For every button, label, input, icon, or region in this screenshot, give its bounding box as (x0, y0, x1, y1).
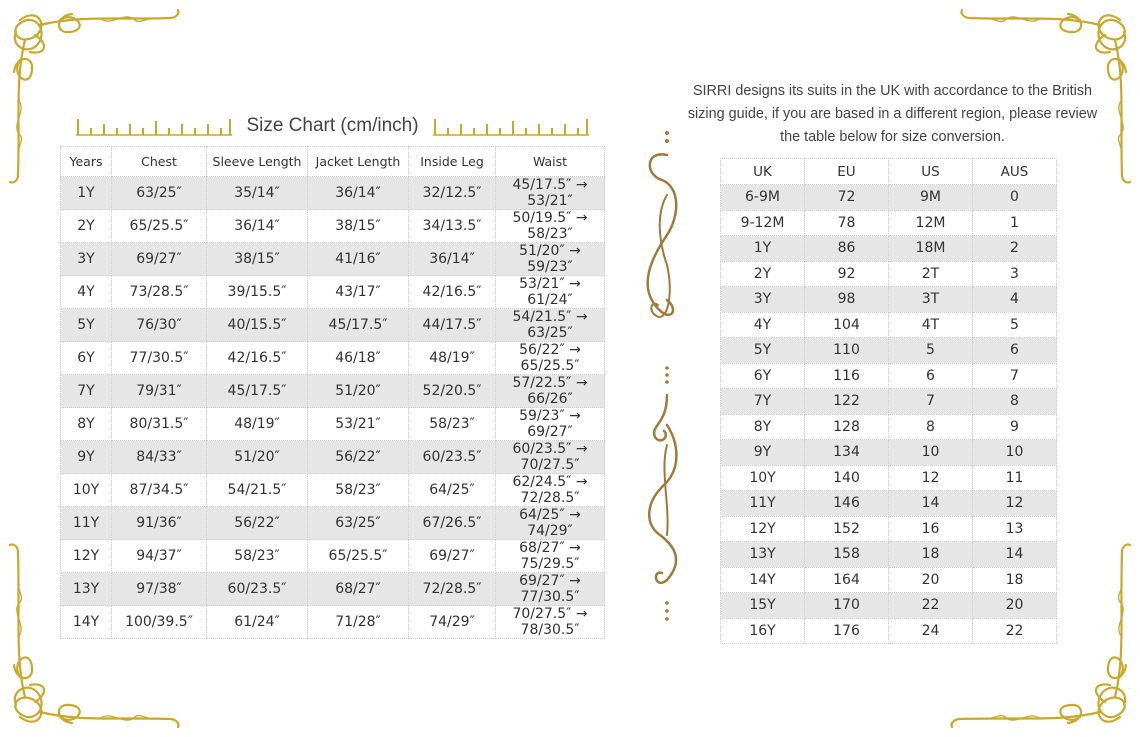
table-cell: 67/26.5″ (409, 507, 496, 540)
table-cell: 134 (805, 440, 889, 466)
table-cell: 3T (889, 287, 973, 313)
table-cell: 57/22.5″ → 66/26″ (496, 375, 605, 408)
table-cell: 10Y (721, 465, 805, 491)
header-cell: Sleeve Length (207, 147, 308, 177)
table-cell: 10Y (61, 474, 112, 507)
table-cell: 2 (973, 236, 1057, 262)
table-cell: 87/34.5″ (112, 474, 207, 507)
table-cell: 46/18″ (308, 342, 409, 375)
table-cell: 3Y (61, 243, 112, 276)
table-cell: 45/17.5″ → 53/21″ (496, 177, 605, 210)
table-row (721, 236, 1057, 262)
table-cell: 11Y (721, 491, 805, 517)
table-cell: 68/27″ → 75/29.5″ (496, 540, 605, 573)
table-cell: 69/27″ (112, 243, 207, 276)
table-cell: 11 (973, 465, 1057, 491)
table-row (721, 287, 1057, 313)
table-cell: 14 (973, 542, 1057, 568)
table-cell: 9Y (721, 440, 805, 466)
table-cell: 15Y (721, 593, 805, 619)
table-cell: 77/30.5″ (112, 342, 207, 375)
table-cell: 9-12M (721, 210, 805, 236)
table-cell: 140 (805, 465, 889, 491)
table-cell: 58/23″ (308, 474, 409, 507)
table-cell: 59/23″ → 69/27″ (496, 408, 605, 441)
table-row (721, 465, 1057, 491)
table-row (61, 309, 605, 342)
table-cell: 53/21″ (308, 408, 409, 441)
table-cell: 2Y (61, 210, 112, 243)
table-cell: 146 (805, 491, 889, 517)
table-cell: 110 (805, 338, 889, 364)
table-cell: 52/20.5″ (409, 375, 496, 408)
table-cell: 6 (889, 363, 973, 389)
table-cell: 0 (973, 185, 1057, 211)
table-row (721, 516, 1057, 542)
table-cell: 62/24.5″ → 72/28.5″ (496, 474, 605, 507)
header-cell: Years (61, 147, 112, 177)
table-cell: 1Y (721, 236, 805, 262)
table-cell: 3 (973, 261, 1057, 287)
table-row (721, 389, 1057, 415)
table-cell: 4T (889, 312, 973, 338)
table-cell: 48/19″ (207, 408, 308, 441)
table-row (61, 210, 605, 243)
table-cell: 56/22″ (207, 507, 308, 540)
table-cell: 65/25.5″ (112, 210, 207, 243)
intro-paragraph: SIRRI designs its suits in the UK with accordance to the British sizing guide, if you are based in a different region, please review the table below for size conversion. (687, 83, 1098, 145)
table-cell: 7 (973, 363, 1057, 389)
table-cell: 60/23.5″ → 70/27.5″ (496, 441, 605, 474)
table-cell: 36/14″ (409, 243, 496, 276)
table-cell: 32/12.5″ (409, 177, 496, 210)
table-cell: 13Y (61, 573, 112, 606)
table-cell: 9 (973, 414, 1057, 440)
header-cell: Chest (112, 147, 207, 177)
table-cell: 51/20″ (308, 375, 409, 408)
table-row (61, 540, 605, 573)
table-cell: 35/14″ (207, 177, 308, 210)
table-cell: 4Y (61, 276, 112, 309)
table-cell: 94/37″ (112, 540, 207, 573)
table-cell: 12 (889, 465, 973, 491)
table-row (61, 408, 605, 441)
table-cell: 14Y (721, 567, 805, 593)
table-cell: 78 (805, 210, 889, 236)
table-cell: 9Y (61, 441, 112, 474)
table-row (61, 573, 605, 606)
table-cell: 91/36″ (112, 507, 207, 540)
table-cell: 56/22″ (308, 441, 409, 474)
table-cell: 61/24″ (207, 606, 308, 639)
table-cell: 70/27.5″ → 78/30.5″ (496, 606, 605, 639)
table-cell: 69/27″ → 77/30.5″ (496, 573, 605, 606)
table-cell: 116 (805, 363, 889, 389)
table-cell: 158 (805, 542, 889, 568)
size-conversion-table (720, 158, 1057, 644)
header-cell: Jacket Length (308, 147, 409, 177)
table-cell: 104 (805, 312, 889, 338)
table-cell: 128 (805, 414, 889, 440)
header-cell: UK (721, 159, 805, 185)
size-chart-header-row (61, 147, 605, 177)
table-cell: 14Y (61, 606, 112, 639)
table-cell: 64/25″ → 74/29″ (496, 507, 605, 540)
table-cell: 16 (889, 516, 973, 542)
table-cell: 6 (973, 338, 1057, 364)
table-cell: 58/23″ (409, 408, 496, 441)
table-row (721, 567, 1057, 593)
header-cell: AUS (973, 159, 1057, 185)
center-divider-ornament (640, 125, 680, 625)
table-row (721, 618, 1057, 644)
table-row (61, 441, 605, 474)
table-cell: 84/33″ (112, 441, 207, 474)
table-row (721, 363, 1057, 389)
table-cell: 63/25″ (308, 507, 409, 540)
table-cell: 7Y (61, 375, 112, 408)
table-cell: 41/16″ (308, 243, 409, 276)
table-cell: 164 (805, 567, 889, 593)
table-cell: 98 (805, 287, 889, 313)
table-row (61, 474, 605, 507)
table-cell: 72/28.5″ (409, 573, 496, 606)
table-cell: 53/21″ → 61/24″ (496, 276, 605, 309)
table-cell: 45/17.5″ (207, 375, 308, 408)
conversion-header-row (721, 159, 1057, 185)
table-cell: 45/17.5″ (308, 309, 409, 342)
table-row (721, 542, 1057, 568)
table-cell: 14 (889, 491, 973, 517)
table-cell: 44/17.5″ (409, 309, 496, 342)
table-cell: 11Y (61, 507, 112, 540)
table-cell: 60/23.5″ (409, 441, 496, 474)
table-cell: 74/29″ (409, 606, 496, 639)
table-cell: 38/15″ (308, 210, 409, 243)
table-cell: 7 (889, 389, 973, 415)
table-cell: 8 (889, 414, 973, 440)
table-row (721, 593, 1057, 619)
table-cell: 13Y (721, 542, 805, 568)
table-row (61, 276, 605, 309)
table-cell: 36/14″ (207, 210, 308, 243)
table-cell: 8Y (61, 408, 112, 441)
table-cell: 51/20″ (207, 441, 308, 474)
table-cell: 12Y (721, 516, 805, 542)
table-cell: 39/15.5″ (207, 276, 308, 309)
table-cell: 22 (889, 593, 973, 619)
table-row (721, 210, 1057, 236)
table-row (61, 243, 605, 276)
table-cell: 9M (889, 185, 973, 211)
table-cell: 97/38″ (112, 573, 207, 606)
table-cell: 5 (973, 312, 1057, 338)
table-cell: 71/28″ (308, 606, 409, 639)
table-cell: 18 (973, 567, 1057, 593)
table-cell: 100/39.5″ (112, 606, 207, 639)
table-cell: 20 (889, 567, 973, 593)
table-row (721, 338, 1057, 364)
table-cell: 2T (889, 261, 973, 287)
table-cell: 13 (973, 516, 1057, 542)
table-cell: 72 (805, 185, 889, 211)
table-cell: 4 (973, 287, 1057, 313)
table-row (61, 177, 605, 210)
table-cell: 10 (889, 440, 973, 466)
table-cell: 54/21.5″ (207, 474, 308, 507)
table-cell: 58/23″ (207, 540, 308, 573)
table-cell: 51/20″ → 59/23″ (496, 243, 605, 276)
table-cell: 65/25.5″ (308, 540, 409, 573)
table-cell: 50/19.5″ → 58/23″ (496, 210, 605, 243)
table-cell: 1Y (61, 177, 112, 210)
table-cell: 18M (889, 236, 973, 262)
table-cell: 73/28.5″ (112, 276, 207, 309)
page-title: Size Chart (cm/inch) (246, 115, 419, 136)
table-cell: 63/25″ (112, 177, 207, 210)
table-row (61, 606, 605, 639)
table-cell: 8 (973, 389, 1057, 415)
header-cell: US (889, 159, 973, 185)
table-cell: 42/16.5″ (207, 342, 308, 375)
table-cell: 1 (973, 210, 1057, 236)
header-cell: EU (805, 159, 889, 185)
table-cell: 18 (889, 542, 973, 568)
table-cell: 2Y (721, 261, 805, 287)
table-cell: 22 (973, 618, 1057, 644)
table-cell: 76/30″ (112, 309, 207, 342)
table-cell: 60/23.5″ (207, 573, 308, 606)
table-cell: 6Y (721, 363, 805, 389)
table-cell: 16Y (721, 618, 805, 644)
table-cell: 40/15.5″ (207, 309, 308, 342)
table-cell: 12 (973, 491, 1057, 517)
table-cell: 36/14″ (308, 177, 409, 210)
table-cell: 6Y (61, 342, 112, 375)
table-row (721, 185, 1057, 211)
table-cell: 79/31″ (112, 375, 207, 408)
table-cell: 4Y (721, 312, 805, 338)
table-cell: 48/19″ (409, 342, 496, 375)
table-cell: 3Y (721, 287, 805, 313)
table-cell: 5 (889, 338, 973, 364)
size-chart-table (60, 146, 605, 639)
header-cell: Inside Leg (409, 147, 496, 177)
ruler-ornament-left (74, 116, 234, 136)
table-row (721, 312, 1057, 338)
table-cell: 12Y (61, 540, 112, 573)
table-cell: 10 (973, 440, 1057, 466)
table-cell: 24 (889, 618, 973, 644)
table-cell: 69/27″ (409, 540, 496, 573)
size-chart-title-row (60, 108, 605, 144)
table-cell: 43/17″ (308, 276, 409, 309)
table-cell: 152 (805, 516, 889, 542)
table-row (721, 440, 1057, 466)
table-cell: 56/22″ → 65/25.5″ (496, 342, 605, 375)
table-cell: 92 (805, 261, 889, 287)
table-cell: 54/21.5″ → 63/25″ (496, 309, 605, 342)
ruler-ornament-right (431, 116, 591, 136)
table-row (721, 491, 1057, 517)
table-row (721, 261, 1057, 287)
table-cell: 6-9M (721, 185, 805, 211)
table-row (721, 414, 1057, 440)
table-cell: 38/15″ (207, 243, 308, 276)
table-cell: 176 (805, 618, 889, 644)
table-cell: 64/25″ (409, 474, 496, 507)
table-cell: 20 (973, 593, 1057, 619)
table-cell: 5Y (721, 338, 805, 364)
table-row (61, 507, 605, 540)
table-cell: 86 (805, 236, 889, 262)
table-cell: 122 (805, 389, 889, 415)
table-cell: 170 (805, 593, 889, 619)
table-cell: 34/13.5″ (409, 210, 496, 243)
table-cell: 68/27″ (308, 573, 409, 606)
table-cell: 42/16.5″ (409, 276, 496, 309)
table-row (61, 375, 605, 408)
header-cell: Waist (496, 147, 605, 177)
table-row (61, 342, 605, 375)
table-cell: 80/31.5″ (112, 408, 207, 441)
table-cell: 7Y (721, 389, 805, 415)
table-cell: 5Y (61, 309, 112, 342)
table-cell: 12M (889, 210, 973, 236)
table-cell: 8Y (721, 414, 805, 440)
